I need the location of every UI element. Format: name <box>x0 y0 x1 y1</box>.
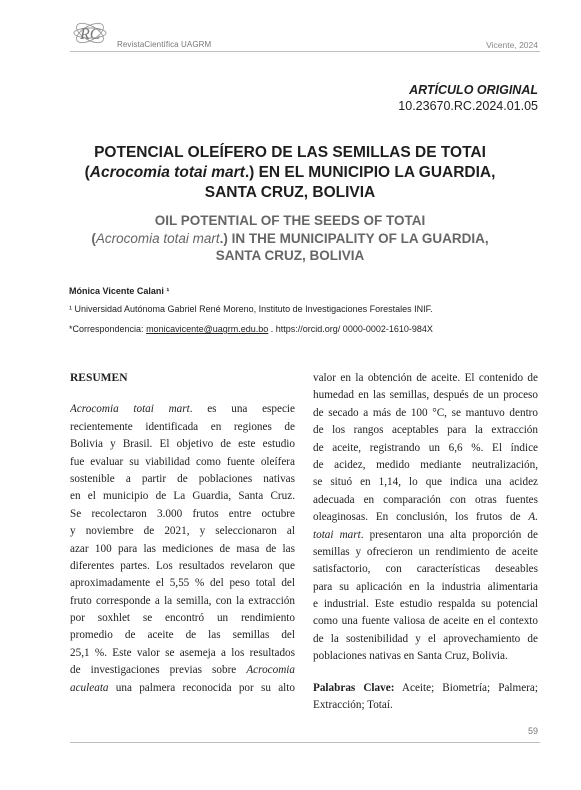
species-name: Acrocomia totai mart <box>70 403 190 416</box>
abstract-line: semillas y ofrecieron un rendimiento de aceite <box>313 545 538 558</box>
abstract-line: de investigaciones previas sobre Acrocomia <box>70 664 295 677</box>
abstract-line: azar 100 para las mediciones de masa de las <box>70 542 295 555</box>
abstract-line: aculeata una palmera reconocida por su alto <box>70 681 295 694</box>
abstract-line: y noviembre de 2021, y seleccionaron al <box>70 525 295 538</box>
abstract-line: de la sostenibilidad y el aprovechamiento de <box>313 632 538 645</box>
abstract-text-left <box>70 401 295 697</box>
footer-divider <box>70 742 540 743</box>
page-number: 59 <box>527 726 538 736</box>
abstract-line: oleaginosas. En conclusión, los frutos de A. <box>313 511 538 524</box>
title-english <box>60 212 520 265</box>
abstract-line: sostenible a partir de poblaciones nativas <box>70 472 295 485</box>
orcid-link[interactable]: . https://orcid.org/ 0000-0002-1610-984X <box>270 324 433 334</box>
journal-name: RevistaCientífica UAGRM <box>117 40 212 49</box>
abstract-line: de secado a más de 100 °C, se mantuvo dentro <box>313 406 538 419</box>
species-name: A. <box>528 511 538 524</box>
keywords-line <box>313 680 538 697</box>
abstract-line: 25,1 %. Este valor se asemeja a los resultados <box>70 646 295 659</box>
keywords-line: Extracción; Totaí. <box>313 699 393 712</box>
abstract-line: aproximadamente el 5,55 % del peso total del <box>70 577 295 590</box>
species-name: Acrocomia totai mart <box>89 164 245 181</box>
abstract-line: humedad en las semillas, después de un proceso <box>313 389 538 402</box>
correspondence-label: *Correspondencia: <box>69 324 144 334</box>
abstract-line: como una fuente valiosa de aceite en el contexto <box>313 615 538 628</box>
abstract-right-column <box>313 370 538 714</box>
abstract-line: fruto corresponde a la semilla, con la extracción <box>70 594 295 607</box>
title-es-line1: POTENCIAL OLEÍFERO DE LAS SEMILLAS DE TOTAI <box>94 144 486 161</box>
abstract-line: adecuada en comparación con otras fuentes <box>313 493 538 506</box>
abstract-line: recientemente identificada en regiones de <box>70 420 295 433</box>
author-affiliation: ¹ Universidad Autónoma Gabriel René Moreno, Instituto de Investigaciones Forestales INIF. <box>69 304 433 314</box>
abstract-line: poblaciones nativas en Santa Cruz, Bolivia. <box>313 650 508 663</box>
journal-logo <box>70 14 114 52</box>
species-name: aculeata <box>70 681 109 694</box>
species-name: Acrocomia <box>246 664 295 677</box>
abstract-line: para su aplicación en la industria alimentaria <box>313 580 538 593</box>
author-name: Mónica Vicente Calani ¹ <box>69 286 170 296</box>
article-doi: 10.23670.RC.2024.01.05 <box>398 99 538 113</box>
abstract-line: fue evaluar su viabilidad como fuente oleífera <box>70 455 295 468</box>
abstract-heading: RESUMEN <box>70 372 128 384</box>
article-type: ARTÍCULO ORIGINAL <box>409 83 538 97</box>
abstract-line: de acidez, medido mediante neutralización, <box>313 458 538 471</box>
abstract-line: de aceite, registrando un 6,6 %. El índice <box>313 441 538 454</box>
abstract-line: en el municipio de La Guardia, Santa Cruz. <box>70 490 295 503</box>
svg-text:RC: RC <box>80 26 101 43</box>
keywords-list: Aceite; Biometría; Palmera; <box>394 681 538 694</box>
abstract-line: Bolivia y Brasil. El objetivo de este estudio <box>70 438 295 451</box>
header-divider <box>70 51 540 52</box>
issue-date: Vicente, 2024 <box>486 40 538 50</box>
title-en-line3: SANTA CRUZ, BOLIVIA <box>215 248 365 263</box>
abstract-line: totai mart. presentaron una alta proporción de <box>313 528 538 541</box>
abstract-line: se situó en 1,14, lo que indica una acidez <box>313 476 538 489</box>
abstract-line: Se recolectaron 3.000 frutos entre octubre <box>70 507 295 520</box>
title-spanish <box>60 143 520 203</box>
title-es-line3: SANTA CRUZ, BOLIVIA <box>204 184 376 201</box>
email-link[interactable]: monicavicente@uagrm.edu.bo <box>146 324 269 334</box>
abstract-line: e industrial. Este estudio respalda su potencial <box>313 598 538 611</box>
abstract-left-column <box>70 370 295 697</box>
species-name: totai mart <box>313 528 361 541</box>
title-en-line2: (Acrocomia totai mart.) IN THE MUNICIPALITY OF LA GUARDIA, <box>91 230 489 246</box>
species-name: Acrocomia totai mart <box>95 230 220 246</box>
abstract-line: Acrocomia totai mart. es una especie <box>70 403 295 416</box>
abstract-line: diferentes partes. Los resultados revelaron que <box>70 559 295 572</box>
abstract-line: valor en la obtención de aceite. El contenido de <box>313 372 538 384</box>
abstract-line: promedio de aceite de las semillas del <box>70 629 295 642</box>
abstract-line: por soxhlet se encontró un rendimiento <box>70 612 295 625</box>
abstract-line: de los rangos aceptables para la extracción <box>313 424 538 437</box>
title-en-line1: OIL POTENTIAL OF THE SEEDS OF TOTAI <box>154 213 426 228</box>
abstract-line: satisfactorio, con características deseables <box>313 563 538 576</box>
correspondence <box>69 324 433 334</box>
keywords-label: Palabras Clave: <box>313 681 395 694</box>
abstract-text-right <box>313 370 538 666</box>
title-es-line2: (Acrocomia totai mart.) EN EL MUNICIPIO LA GUARDIA, <box>84 164 496 181</box>
